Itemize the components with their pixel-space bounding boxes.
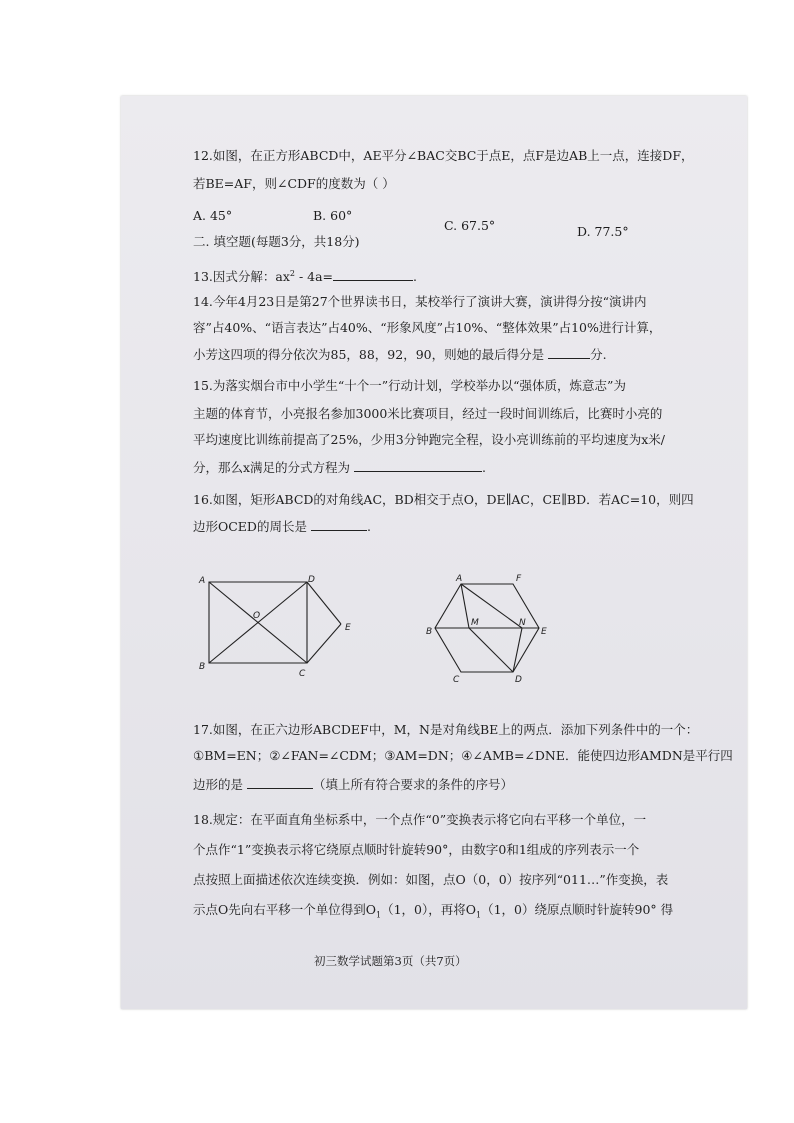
q12-option-d: D. 77.5° (577, 224, 629, 239)
q16-answer-blank[interactable] (311, 518, 367, 531)
q14-line1: 14.今年4月23日是第27个世界读书日，某校举行了演讲大赛，演讲得分按“演讲内 (193, 294, 647, 309)
fig2-label-m: M (471, 618, 479, 628)
hexagon-figure (427, 570, 567, 690)
fig1-label-d: D (308, 575, 315, 585)
section-heading: 二. 填空题(每题3分，共18分) (193, 234, 360, 249)
fig2-label-a: A (456, 574, 463, 584)
q18-line4-sub1: 1 (376, 910, 382, 920)
q14-answer-blank[interactable] (548, 346, 590, 359)
q16-line2-end: . (366, 519, 371, 534)
q18-line1: 18.规定：在平面直角坐标系中，一个点作“0”变换表示将它向右平移一个单位，一 (193, 812, 647, 827)
segment-ce (307, 624, 341, 663)
fig1-label-b: B (199, 662, 206, 672)
q13-end: . (413, 269, 418, 285)
q13-exponent: 2 (289, 269, 295, 278)
q18-line4-part1: 示点O先向右平移一个单位得到O (193, 902, 376, 917)
q16-line2 (193, 518, 371, 535)
rectangle-figure (193, 570, 373, 686)
q13-prefix: 13.因式分解：ax (193, 269, 290, 285)
fig1-label-o: O (253, 611, 261, 621)
q15-line1: 15.为落实烟台市中小学生“十个一”行动计划，学校举办以“强体质，炼意志”为 (193, 378, 626, 393)
fig1-label-a: A (199, 576, 206, 586)
q17-line3-text: 边形的是 (193, 777, 247, 792)
fig2-label-n: N (519, 618, 526, 628)
page-footer: 初三数学试题第3页（共7页） (314, 954, 467, 968)
q15-line4-text: 分，那么x满足的分式方程为 (193, 460, 355, 475)
fig2-label-e: E (541, 627, 547, 637)
q13-line (193, 266, 417, 285)
q17-answer-blank[interactable] (247, 776, 313, 789)
paper-sheet (121, 96, 747, 1009)
q17-line3-end: （填上所有符合要求的条件的序号） (312, 777, 513, 792)
q14-line3 (193, 346, 607, 363)
q18-line4-part2: （1，0），再将O (381, 902, 476, 917)
q12-option-c: C. 67.5° (444, 218, 496, 233)
q14-line3-end: 分. (590, 347, 607, 362)
q15-line2: 主题的体育节，小亮报名参加3000米比赛项目，经过一段时间训练后，比赛时小亮的 (193, 406, 663, 421)
q13-answer-blank[interactable] (333, 268, 413, 281)
q15-answer-blank[interactable] (354, 459, 482, 472)
q14-line2: 容”占40%、“语言表达”占40%、“形象风度”占10%、“整体效果”占10%进行计算， (193, 320, 662, 335)
q12-option-a: A. 45° (193, 208, 233, 223)
segment-dm (469, 628, 513, 672)
fig2-label-d: D (515, 675, 522, 685)
segment-am (461, 584, 469, 628)
fig1-label-e: E (345, 623, 351, 633)
fig2-label-f: F (516, 574, 522, 584)
fig1-label-c: C (299, 669, 306, 679)
q17-line1: 17.如图，在正六边形ABCDEF中，M，N是对角线BE上的两点．添加下列条件中的一个： (193, 722, 699, 737)
q13-suffix: - 4a= (294, 269, 334, 285)
q12-option-b: B. 60° (313, 208, 353, 223)
q17-line2: ①BM=EN；②∠FAN=∠CDM；③AM=DN；④∠AMB=∠DNE．能使四边形AMDN是平行四 (193, 748, 733, 763)
q18-line4-part3: （1，0）绕原点顺时针旋转90° 得 (481, 902, 674, 917)
q18-line3: 点按照上面描述依次连续变换．例如：如图，点O（0，0）按序列“011…”作变换，表 (193, 872, 669, 887)
q16-line2-text: 边形OCED的周长是 (193, 519, 311, 534)
q18-line4-sub2: 1 (476, 910, 482, 920)
q15-line4 (193, 459, 486, 476)
q15-line4-end: . (482, 460, 487, 475)
fig2-label-c: C (453, 675, 460, 685)
segment-de (307, 582, 341, 624)
q18-line4 (193, 902, 673, 924)
q17-line3 (193, 776, 513, 793)
q15-line3: 平均速度比训练前提高了25%，少用3分钟跑完全程，设小亮训练前的平均速度为x米/ (193, 432, 665, 447)
q12-line2: 若BE=AF，则∠CDF的度数为（ ） (193, 176, 395, 191)
q18-line2: 个点作“1”变换表示将它绕原点顺时针旋转90°，由数字0和1组成的序列表示一个 (193, 842, 640, 857)
q14-line3-text: 小芳这四项的得分依次为85，88，92，90，则她的最后得分是 (193, 347, 549, 362)
q12-line1: 12.如图，在正方形ABCD中，AE平分∠BAC交BC于点E，点F是边AB上一点，连接DF， (193, 148, 694, 163)
q16-line1: 16.如图，矩形ABCD的对角线AC，BD相交于点O，DE∥AC，CE∥BD．若AC=10，则四 (193, 492, 694, 507)
fig2-label-b: B (426, 627, 433, 637)
